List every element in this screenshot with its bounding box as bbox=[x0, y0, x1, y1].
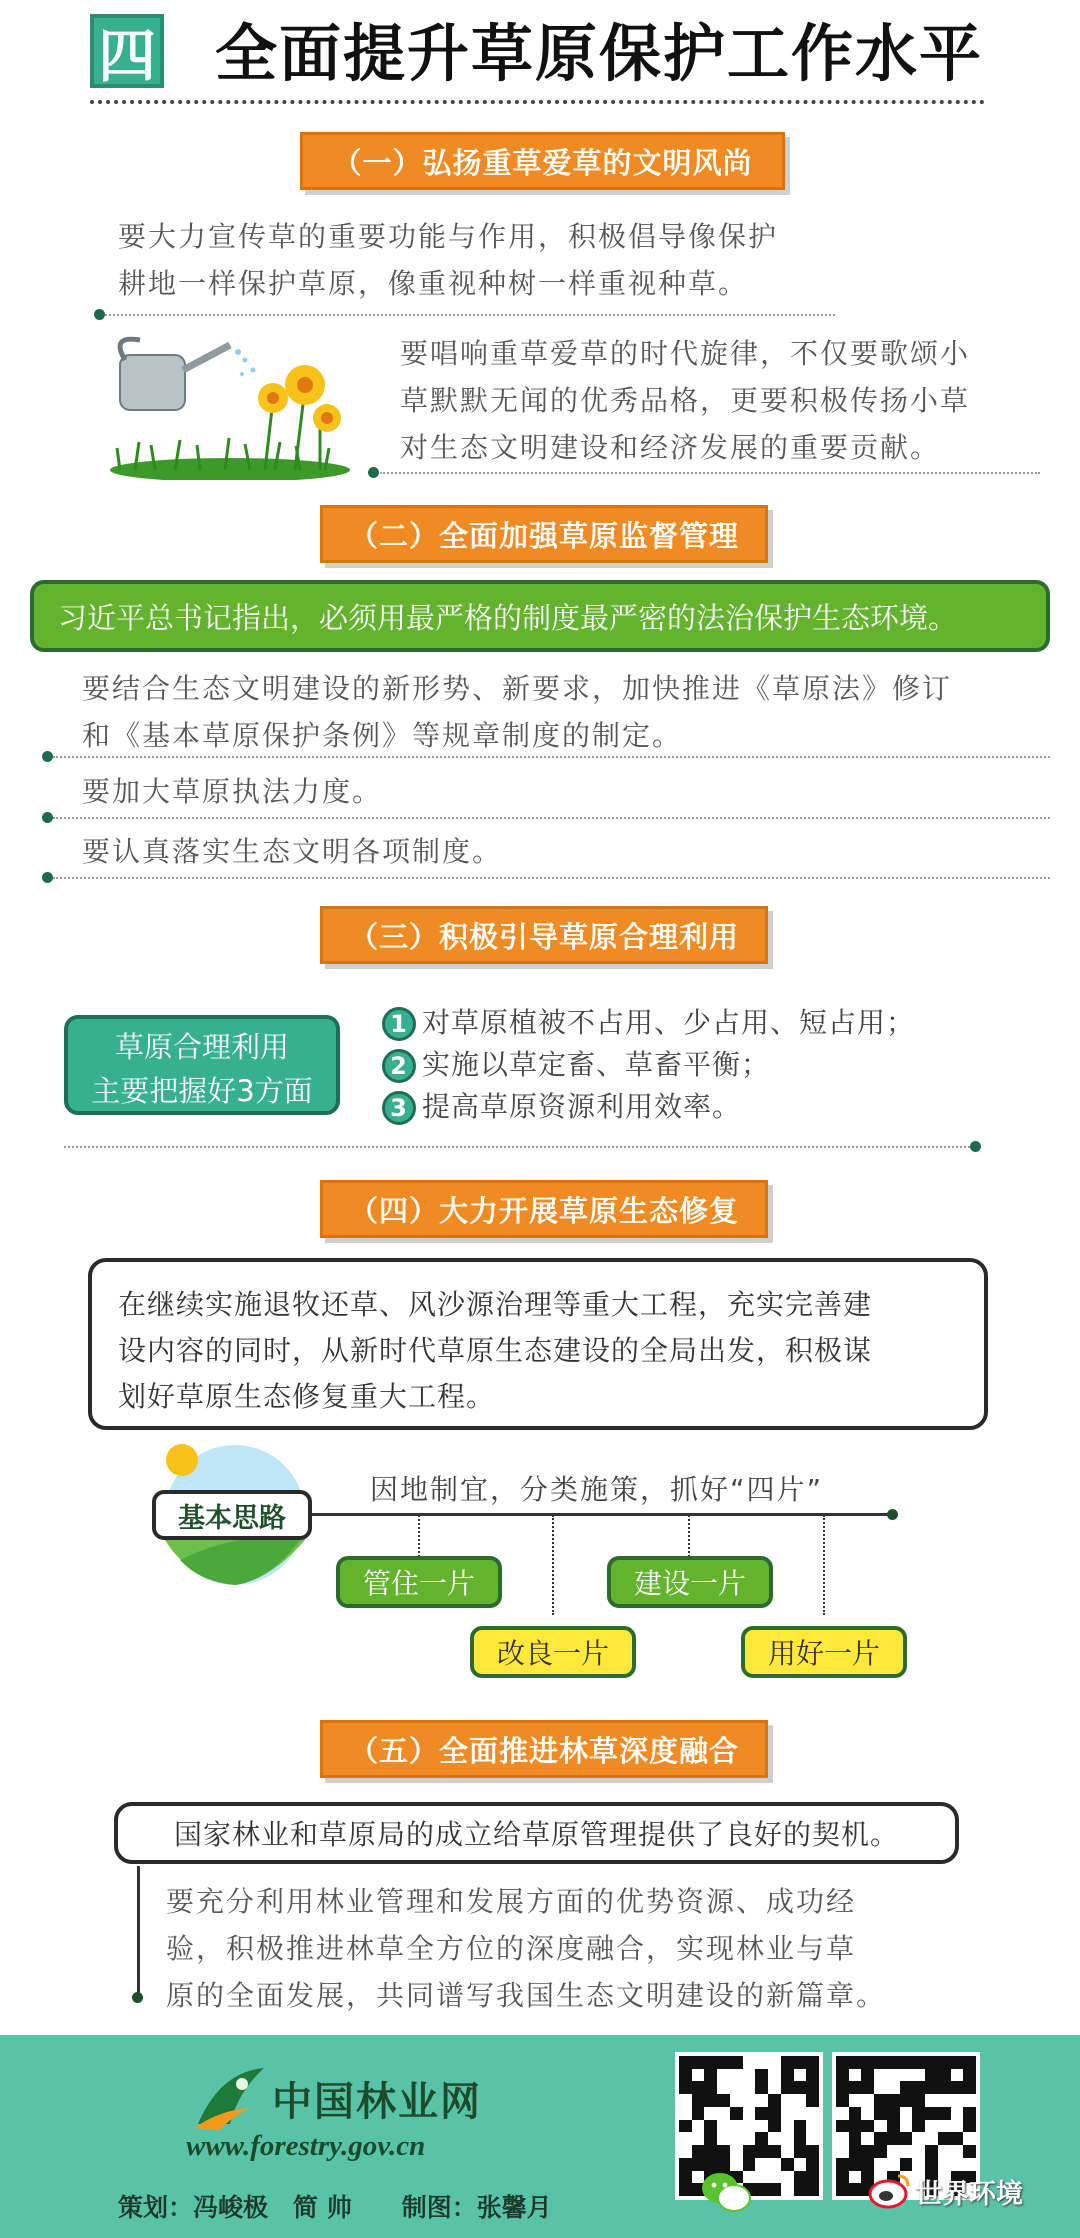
pill-use-well: 用好一片 bbox=[741, 1626, 907, 1678]
usage-list bbox=[382, 1002, 915, 1128]
section-5-para: 要充分利用林业管理和发展方面的优势资源、成功经 验，积极推进林草全方位的深度融合，实现林业与草 原的全面发展，共同谱写我国生态文明建设的新篇章。 bbox=[166, 1885, 887, 2012]
weibo-icon bbox=[868, 2170, 912, 2210]
pill-improve: 改良一片 bbox=[470, 1626, 636, 1678]
section-1-heading: （一）弘扬重草爱草的文明风尚 bbox=[300, 132, 785, 190]
number-1-icon: 1 bbox=[382, 1007, 416, 1041]
section-4-text-box: 在继续实施退牧还草、风沙源治理等重大工程，充实完善建 设内容的同时，从新时代草原生态建设的全局出发，积极谋 划好草原生态修复重大工程。 bbox=[88, 1258, 988, 1430]
bullet-dot bbox=[970, 1141, 981, 1152]
section-2-item-2: 要加大草原执法力度。 bbox=[82, 775, 383, 808]
site-url[interactable]: www.forestry.gov.cn bbox=[186, 2130, 426, 2162]
watering-can-flowers-illustration bbox=[105, 330, 350, 480]
wechat-icon bbox=[700, 2170, 752, 2214]
page-title: 全面提升草原保护工作水平 bbox=[215, 17, 984, 90]
connector bbox=[137, 1866, 140, 1996]
approach-line bbox=[312, 1513, 892, 1516]
watermark: 世界环境 bbox=[915, 2179, 1023, 2210]
list-item: 1 对草原植被不占用、少占用、短占用； bbox=[382, 1002, 915, 1044]
section-3-heading: （三）积极引导草原合理利用 bbox=[320, 906, 768, 964]
list-item: 2 实施以草定畜、草畜平衡； bbox=[382, 1044, 915, 1086]
bullet-dot bbox=[132, 1992, 143, 2003]
section-2-item-1: 要结合生态文明建设的新形势、新要求，加快推进《草原法》修订 和《基本草原保护条例》等规章制度的制定。 bbox=[82, 672, 953, 752]
connector bbox=[418, 1515, 420, 1557]
bullet-dot bbox=[887, 1509, 898, 1520]
approach-label: 基本思路 bbox=[152, 1490, 312, 1540]
list-item: 3 提高草原资源利用效率。 bbox=[382, 1086, 915, 1128]
number-2-icon: 2 bbox=[382, 1049, 416, 1083]
section-number-badge: 四 bbox=[90, 14, 164, 88]
section-1-para-2: 要唱响重草爱草的时代旋律，不仅要歌颂小 草默默无闻的优秀品格，更要积极传扬小草 对生态文明建设和经济发展的重要贡献。 bbox=[400, 337, 971, 464]
usage-summary-box: 草原合理利用 主要把握好3方面 bbox=[64, 1015, 340, 1115]
pill-manage: 管住一片 bbox=[336, 1556, 502, 1608]
divider bbox=[105, 314, 835, 316]
bullet-dot bbox=[42, 872, 53, 883]
title-underline bbox=[90, 100, 985, 104]
forestry-logo-icon bbox=[190, 2062, 270, 2134]
divider bbox=[380, 472, 1040, 474]
number-3-icon: 3 bbox=[382, 1091, 416, 1125]
section-5-text-box: 国家林业和草原局的成立给草原管理提供了良好的契机。 bbox=[114, 1802, 959, 1864]
section-2-item-3: 要认真落实生态文明各项制度。 bbox=[82, 835, 503, 868]
bullet-dot bbox=[42, 812, 53, 823]
section-1-para-1: 要大力宣传草的重要功能与作用，积极倡导像保护 耕地一样保护草原，像重视种树一样重视种草。 bbox=[118, 220, 779, 300]
bullet-dot bbox=[42, 751, 53, 762]
connector bbox=[688, 1515, 690, 1557]
bullet-dot bbox=[368, 467, 379, 478]
section-2-heading: （二）全面加强草原监督管理 bbox=[320, 505, 768, 563]
highlight-quote: 习近平总书记指出，必须用最严格的制度最严密的法治保护生态环境。 bbox=[30, 580, 1050, 652]
site-name: 中国林业网 bbox=[272, 2079, 482, 2125]
connector bbox=[823, 1515, 825, 1615]
section-5-heading: （五）全面推进林草深度融合 bbox=[320, 1720, 768, 1778]
divider bbox=[53, 756, 1050, 758]
approach-text: 因地制宜，分类施策，抓好“四片” bbox=[370, 1473, 824, 1506]
credits: 策划：冯峻极 简 帅 制图：张馨月 bbox=[118, 2193, 552, 2222]
divider bbox=[64, 1146, 974, 1148]
divider bbox=[53, 877, 1050, 879]
divider bbox=[53, 817, 1050, 819]
pill-build: 建设一片 bbox=[607, 1556, 773, 1608]
connector bbox=[552, 1515, 554, 1615]
bullet-dot bbox=[94, 309, 105, 320]
section-4-heading: （四）大力开展草原生态修复 bbox=[320, 1180, 768, 1238]
